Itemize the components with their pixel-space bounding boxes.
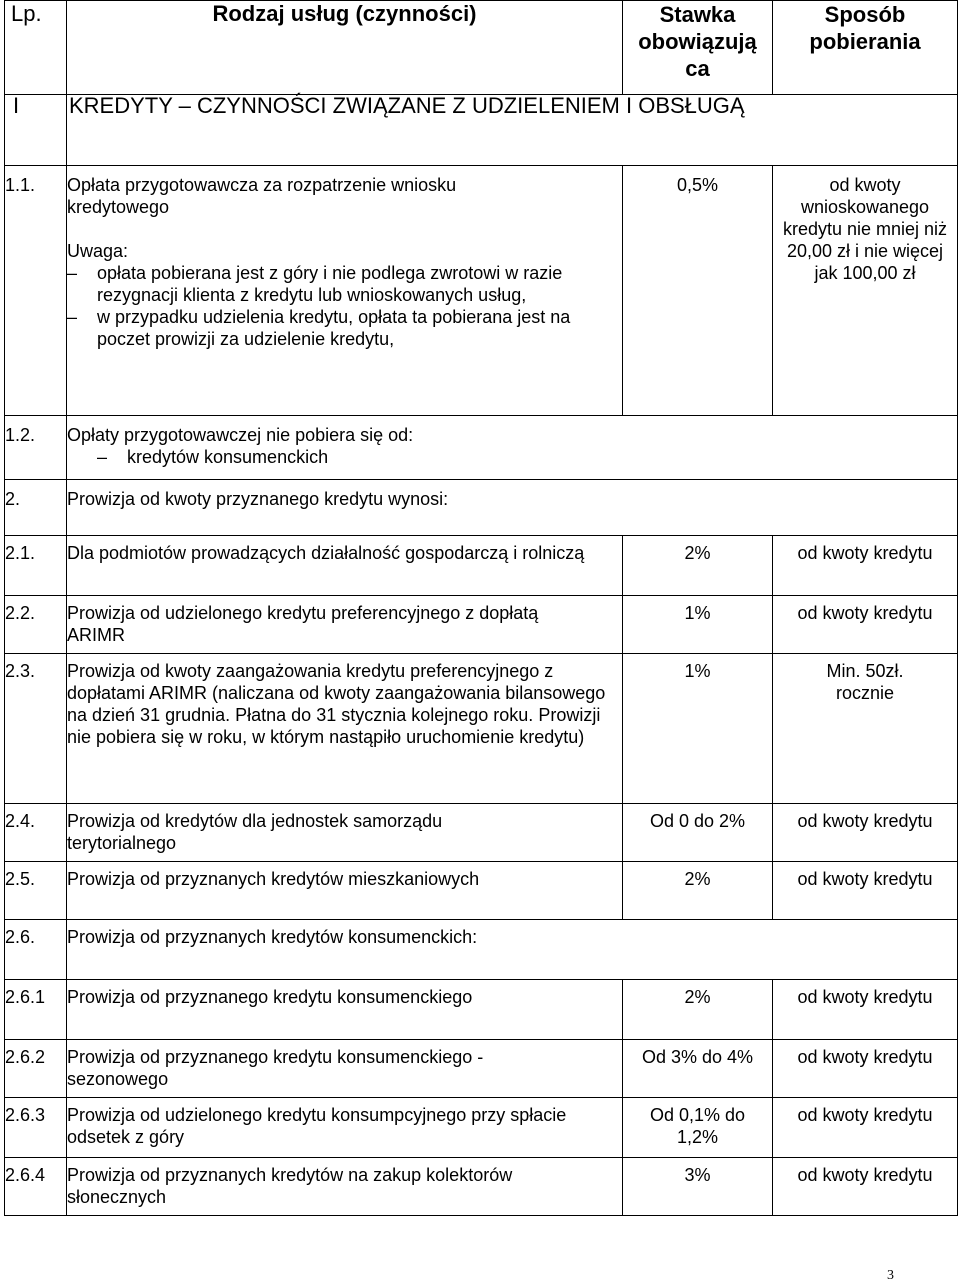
- row-method: [773, 654, 958, 804]
- row-number: 1.2.: [5, 416, 67, 480]
- row-number: 2.6.2: [5, 1040, 67, 1098]
- row-number: 2.2.: [5, 596, 67, 654]
- table-row: [5, 654, 958, 804]
- table-row: [5, 1098, 958, 1158]
- header-rate-line1: Stawka: [659, 2, 736, 27]
- row-number: 2.6.1: [5, 980, 67, 1040]
- row-number: 2.1.: [5, 536, 67, 596]
- row-number: 2.: [5, 480, 67, 536]
- note-bullet: – w przypadku udzielenia kredytu, opłata ta pobierana jest na poczet prowizji za udzielenie kredytu,: [67, 306, 622, 350]
- row-description: Prowizja od przyznanego kredytu konsumenckiego - sezonowego: [67, 1040, 623, 1098]
- row-method: od kwoty kredytu: [773, 804, 958, 862]
- header-lp: Lp.: [5, 1, 67, 95]
- table-row: [5, 596, 958, 654]
- row-number: 2.3.: [5, 654, 67, 804]
- row-method: od kwoty kredytu: [773, 862, 958, 920]
- row-method: od kwoty kredytu: [773, 1098, 958, 1158]
- table-row: [5, 480, 958, 536]
- row-description: Prowizja od kwoty przyznanego kredytu wynosi:: [67, 480, 958, 536]
- row-description: Prowizja od kwoty zaangażowania kredytu preferencyjnego z dopłatami ARIMR (naliczana od kwoty zaangażowania bilansowego na dzień 31 grudnia. Płatna do 31 stycznia kolejnego roku. Prowizji nie pobiera się w roku, w którym nastąpiło uruchomienie kredytu): [67, 654, 623, 804]
- row-description: Prowizja od przyznanych kredytów mieszkaniowych: [67, 862, 623, 920]
- row-description: Prowizja od udzielonego kredytu konsumpcyjnego przy spłacie odsetek z góry: [67, 1098, 623, 1158]
- page-number: 3: [887, 1268, 894, 1283]
- row-description: [67, 166, 623, 416]
- row-description: [67, 416, 958, 480]
- row-number: 2.4.: [5, 804, 67, 862]
- row-number: 2.6.3: [5, 1098, 67, 1158]
- row-method: od kwoty kredytu: [773, 980, 958, 1040]
- header-method-line1: Sposób: [824, 2, 906, 27]
- row-rate: 2%: [623, 980, 773, 1040]
- row-description: Dla podmiotów prowadzących działalność gospodarczą i rolniczą: [67, 536, 623, 596]
- fee-table: [4, 0, 958, 1216]
- header-method-line2: pobierania: [809, 29, 921, 54]
- row-method: od kwoty kredytu: [773, 596, 958, 654]
- table-row: [5, 166, 958, 416]
- method-period: rocznie: [835, 683, 895, 703]
- row-text: Opłata przygotowawcza za rozpatrzenie wniosku kredytowego: [67, 175, 457, 217]
- row-rate: 0,5%: [623, 166, 773, 416]
- method-min: Min. 50zł.: [826, 661, 904, 681]
- row-rate: 2%: [623, 862, 773, 920]
- row-rate: Od 3% do 4%: [623, 1040, 773, 1098]
- table-row: [5, 536, 958, 596]
- row-description: Prowizja od przyznanego kredytu konsumenckiego: [67, 980, 623, 1040]
- row-number: 2.6.4: [5, 1158, 67, 1216]
- header-rate-line3: ca: [685, 56, 710, 81]
- table-row: [5, 416, 958, 480]
- row-number: 1.1.: [5, 166, 67, 416]
- row-description: Prowizja od przyznanych kredytów na zakup kolektorów słonecznych: [67, 1158, 623, 1216]
- row-method: od kwoty kredytu: [773, 536, 958, 596]
- table-header-row: [5, 1, 958, 95]
- row-description: Prowizja od udzielonego kredytu preferencyjnego z dopłatą ARIMR: [67, 596, 623, 654]
- table-row: [5, 1040, 958, 1098]
- note-bullet: – opłata pobierana jest z góry i nie podlega zwrotowi w razie rezygnacji klienta z kredytu lub wnioskowanych usług,: [67, 262, 622, 306]
- row-method: od kwoty kredytu: [773, 1158, 958, 1216]
- table-row: [5, 804, 958, 862]
- table-row: [5, 920, 958, 980]
- row-rate: Od 0 do 2%: [623, 804, 773, 862]
- header-method: [773, 1, 958, 95]
- note-label: Uwaga:: [67, 241, 129, 261]
- row-method: od kwoty wnioskowanego kredytu nie mniej niż 20,00 zł i nie więcej jak 100,00 zł: [773, 166, 958, 416]
- table-row: [5, 980, 958, 1040]
- header-rate: [623, 1, 773, 95]
- row-text: Opłaty przygotowawczej nie pobiera się od:: [67, 425, 414, 445]
- table-row: [5, 1158, 958, 1216]
- row-rate: 2%: [623, 536, 773, 596]
- row-number: 2.5.: [5, 862, 67, 920]
- section-title: KREDYTY – CZYNNOŚCI ZWIĄZANE Z UDZIELENIEM I OBSŁUGĄ: [67, 95, 958, 166]
- row-method: od kwoty kredytu: [773, 1040, 958, 1098]
- row-description: Prowizja od przyznanych kredytów konsumenckich:: [67, 920, 958, 980]
- exemption-bullet: – kredytów konsumenckich: [67, 446, 957, 468]
- row-rate: Od 0,1% do 1,2%: [623, 1098, 773, 1158]
- row-rate: 3%: [623, 1158, 773, 1216]
- table-row: [5, 862, 958, 920]
- row-rate: 1%: [623, 596, 773, 654]
- header-rate-line2: obowiązują: [638, 29, 757, 54]
- section-row: [5, 95, 958, 166]
- header-service-type: Rodzaj usług (czynności): [67, 1, 623, 95]
- row-rate: 1%: [623, 654, 773, 804]
- section-number: I: [5, 95, 67, 166]
- row-description: Prowizja od kredytów dla jednostek samorządu terytorialnego: [67, 804, 623, 862]
- row-number: 2.6.: [5, 920, 67, 980]
